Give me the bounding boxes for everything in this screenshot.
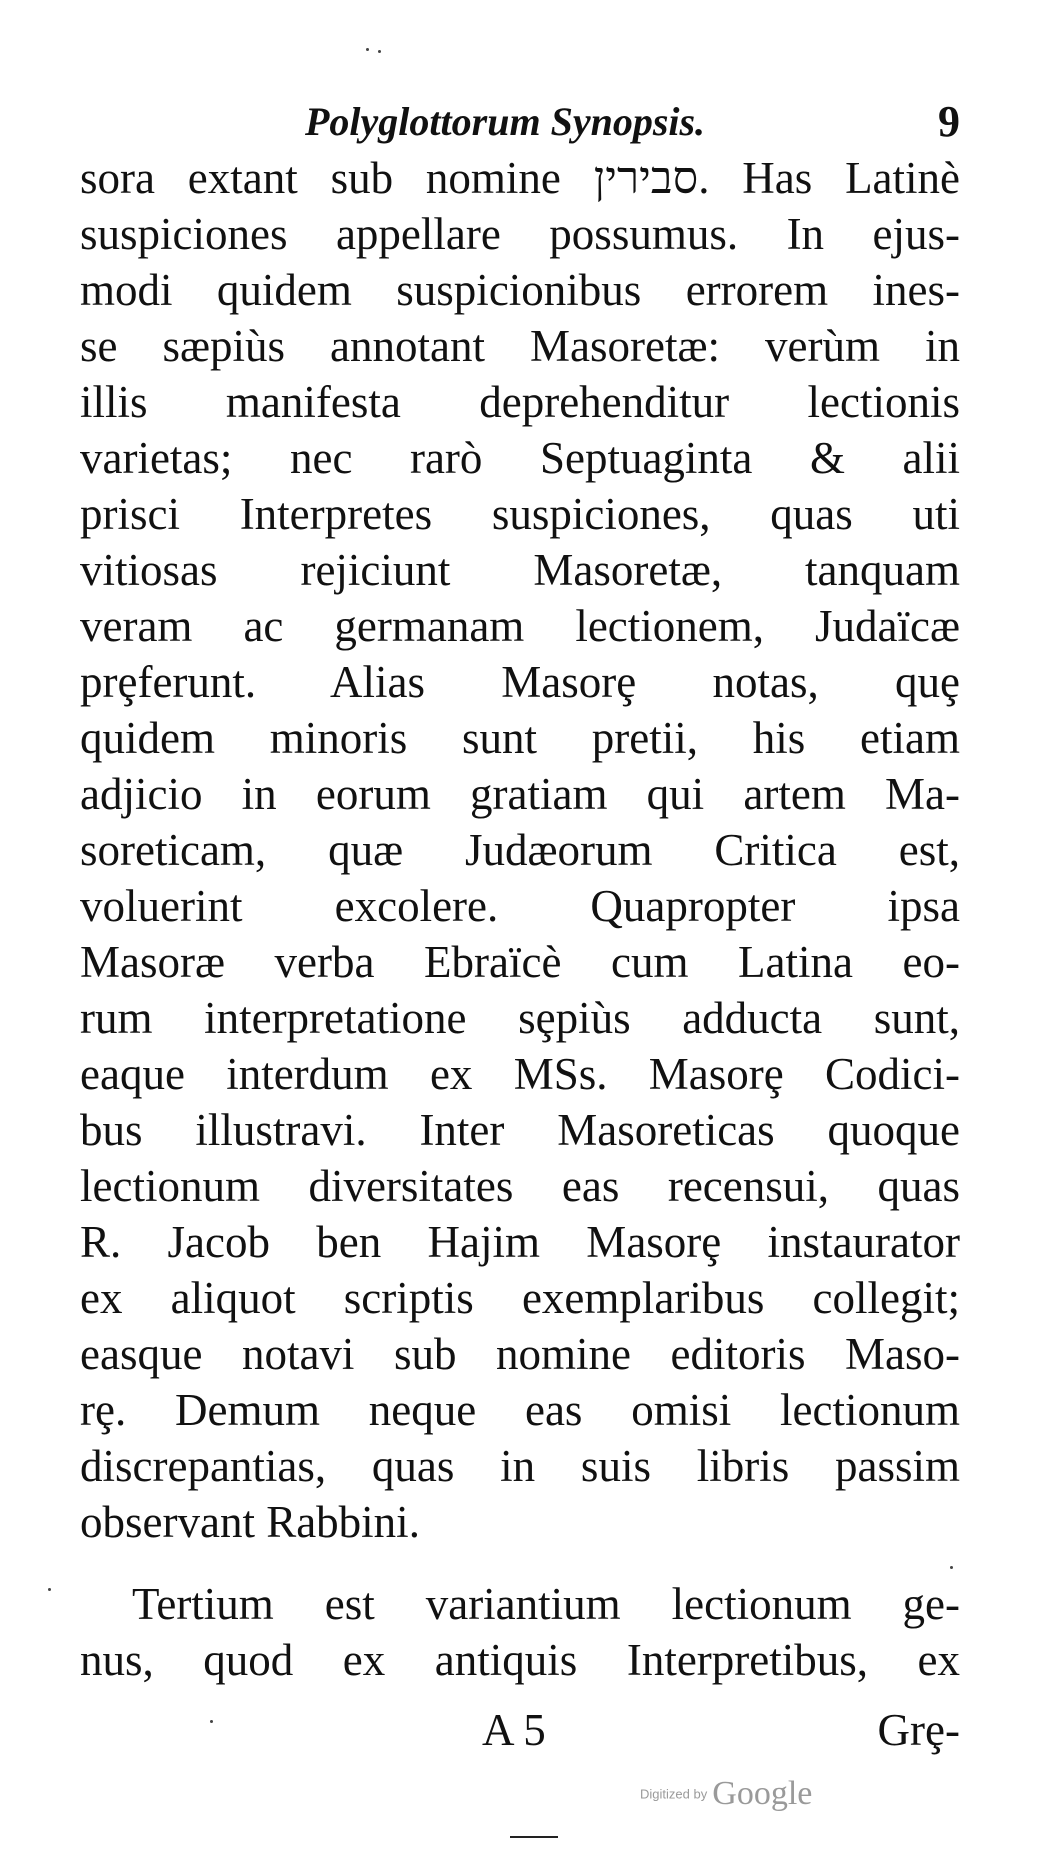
ink-speck: [210, 1720, 213, 1723]
text-line: nus, quod ex antiquis Interpretibus, ex: [80, 1635, 960, 1685]
text-line: veram ac germanam lectionem, Judaïcæ: [80, 601, 960, 651]
text-line: voluerint excolere. Quapropter ipsa: [80, 881, 960, 931]
text-line: rȩ. Demum neque eas omisi lectionum: [80, 1385, 960, 1435]
text-line: rum interpretatione sȩpiùs adducta sunt,: [80, 993, 960, 1043]
page-number: 9: [938, 97, 960, 146]
ink-speck: [378, 50, 381, 53]
body-text: [80, 150, 960, 1688]
running-title: Polyglottorum Synopsis.: [305, 99, 706, 144]
text-line: quidem minoris sunt pretii, his etiam: [80, 713, 960, 763]
paragraph-2: [80, 1576, 960, 1688]
text-line: discrepantias, quas in suis libris passim: [80, 1441, 960, 1491]
text-line: vitiosas rejiciunt Masoretæ, tanquam: [80, 545, 960, 595]
text-line: prisci Interpretes suspiciones, quas uti: [80, 489, 960, 539]
text-line: eaque interdum ex MSs. Masorȩ Codici-: [80, 1049, 960, 1099]
text-line: suspiciones appellare possumus. In ejus-: [80, 209, 960, 259]
text-line: illis manifesta deprehenditur lectionis: [80, 377, 960, 427]
page-footer: [80, 1700, 960, 1760]
catchword: Grȩ-: [877, 1705, 960, 1755]
text-line: observant Rabbini.: [80, 1497, 420, 1547]
text-line: prȩferunt. Alias Masorȩ notas, quȩ: [80, 657, 960, 707]
digitized-watermark: [640, 1775, 812, 1813]
text-line: Tertium est variantium lectionum ge-: [132, 1579, 960, 1629]
text-line: varietas; nec rarò Septuaginta & alii: [80, 433, 960, 483]
text-line: ex aliquot scriptis exemplaribus collegit;: [80, 1273, 960, 1323]
ink-speck: [950, 1566, 953, 1569]
google-logo: Google: [712, 1775, 813, 1812]
ink-speck: [48, 1588, 51, 1591]
text-line: sora extant sub nomine סבירין. Has Latinè: [80, 153, 961, 203]
page-header: [80, 92, 960, 152]
bottom-rule: [510, 1836, 558, 1838]
text-line: modi quidem suspicionibus errorem ines-: [80, 265, 960, 315]
text-line: Masoræ verba Ebraïcè cum Latina eo-: [80, 937, 960, 987]
text-line: lectionum diversitates eas recensui, quas: [80, 1161, 960, 1211]
text-line: se sæpiùs annotant Masoretæ: verùm in: [80, 321, 960, 371]
text-line: easque notavi sub nomine editoris Maso-: [80, 1329, 960, 1379]
paragraph-gap: [80, 1550, 960, 1576]
ink-speck: [366, 48, 369, 51]
text-line: adjicio in eorum gratiam qui artem Ma-: [80, 769, 960, 819]
signature-mark: A 5: [482, 1705, 546, 1755]
text-line: bus illustravi. Inter Masoreticas quoque: [80, 1105, 960, 1155]
text-line: soreticam, quæ Judæorum Critica est,: [80, 825, 960, 875]
text-line: R. Jacob ben Hajim Masorȩ instaurator: [80, 1217, 960, 1267]
watermark-prefix: Digitized by: [640, 1786, 708, 1802]
paragraph-1: [80, 150, 960, 1550]
